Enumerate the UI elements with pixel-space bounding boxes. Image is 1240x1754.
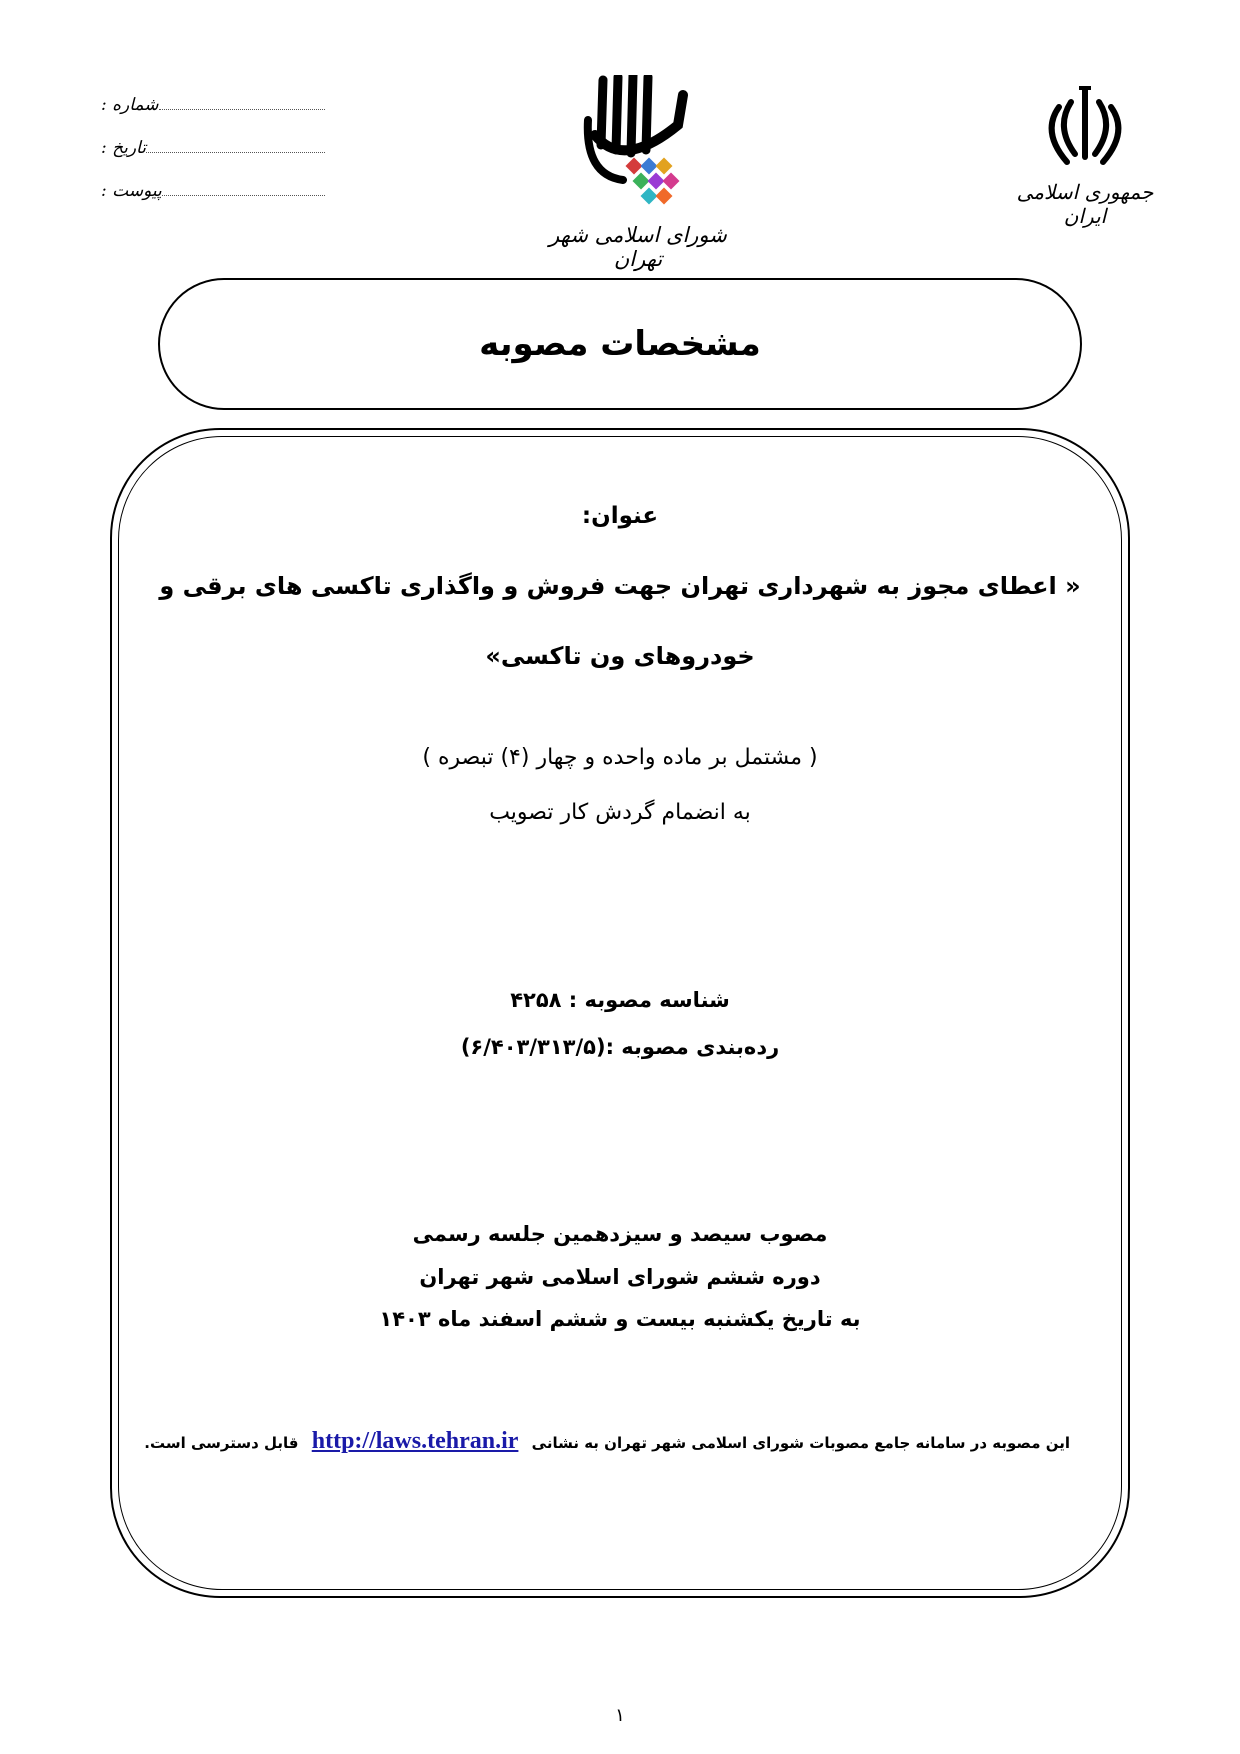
- scope-line-1: ( مشتمل بر ماده واحده و چهار (۴) تبصره ): [422, 745, 818, 770]
- ref-number-label: شماره :: [101, 95, 159, 115]
- council-name: شورای اسلامی شهر تهران: [549, 223, 727, 271]
- ref-date-row: [95, 138, 325, 181]
- ref-attachment-blank: [162, 194, 325, 196]
- content-frame-inner-border: [118, 436, 1122, 1590]
- approval-id: شناسه مصوبه : ۴۲۵۸: [510, 988, 730, 1012]
- access-note-before: این مصوبه در سامانه جامع مصوبات شورای اسلامی شهر تهران به نشانی: [531, 1434, 1070, 1452]
- approval-date: به تاریخ یکشنبه بیست و ششم اسفند ماه ۱۴۰۳: [379, 1307, 861, 1331]
- emblem-text: جمهوری اسلامی ایران: [1016, 180, 1154, 228]
- page-title: مشخصات مصوبه: [479, 324, 761, 364]
- ref-attachment-label: پیوست :: [101, 181, 162, 201]
- subject-label: عنوان:: [581, 503, 659, 529]
- subject-line-1: « اعطای مجوز به شهرداری تهران جهت فروش و واگذاری تاکسی های برقی و: [159, 572, 1081, 600]
- title-box: [158, 278, 1082, 410]
- classification-code: رده‌بندی مصوبه :(۶/۴۰۳/۳۱۳/۵): [460, 1035, 780, 1059]
- ref-date-label: تاریخ :: [101, 138, 146, 158]
- council-logo: [528, 75, 748, 270]
- iran-emblem-icon: [1045, 82, 1125, 172]
- approval-term: دوره ششم شورای اسلامی شهر تهران: [419, 1265, 821, 1289]
- ref-number-blank: [159, 108, 326, 110]
- iran-emblem: [1000, 82, 1170, 228]
- ref-date-blank: [146, 151, 325, 153]
- ref-number-row: [95, 95, 325, 138]
- laws-link[interactable]: http://laws.tehran.ir: [311, 1428, 519, 1454]
- subject-line-2: خودروهای ون تاکسی»: [485, 642, 755, 670]
- approval-session: مصوب سیصد و سیزدهمین جلسه رسمی: [412, 1222, 828, 1246]
- access-note-after: قابل دسترسی است.: [144, 1434, 299, 1452]
- reference-fields: [95, 95, 325, 224]
- scope-line-2: به انضمام گردش کار تصویب: [489, 800, 751, 825]
- page-number: ۱: [615, 1705, 625, 1726]
- ref-attachment-row: [95, 181, 325, 224]
- council-logo-icon: [583, 75, 693, 225]
- content-frame: [110, 428, 1130, 1598]
- access-note: [144, 1428, 1070, 1455]
